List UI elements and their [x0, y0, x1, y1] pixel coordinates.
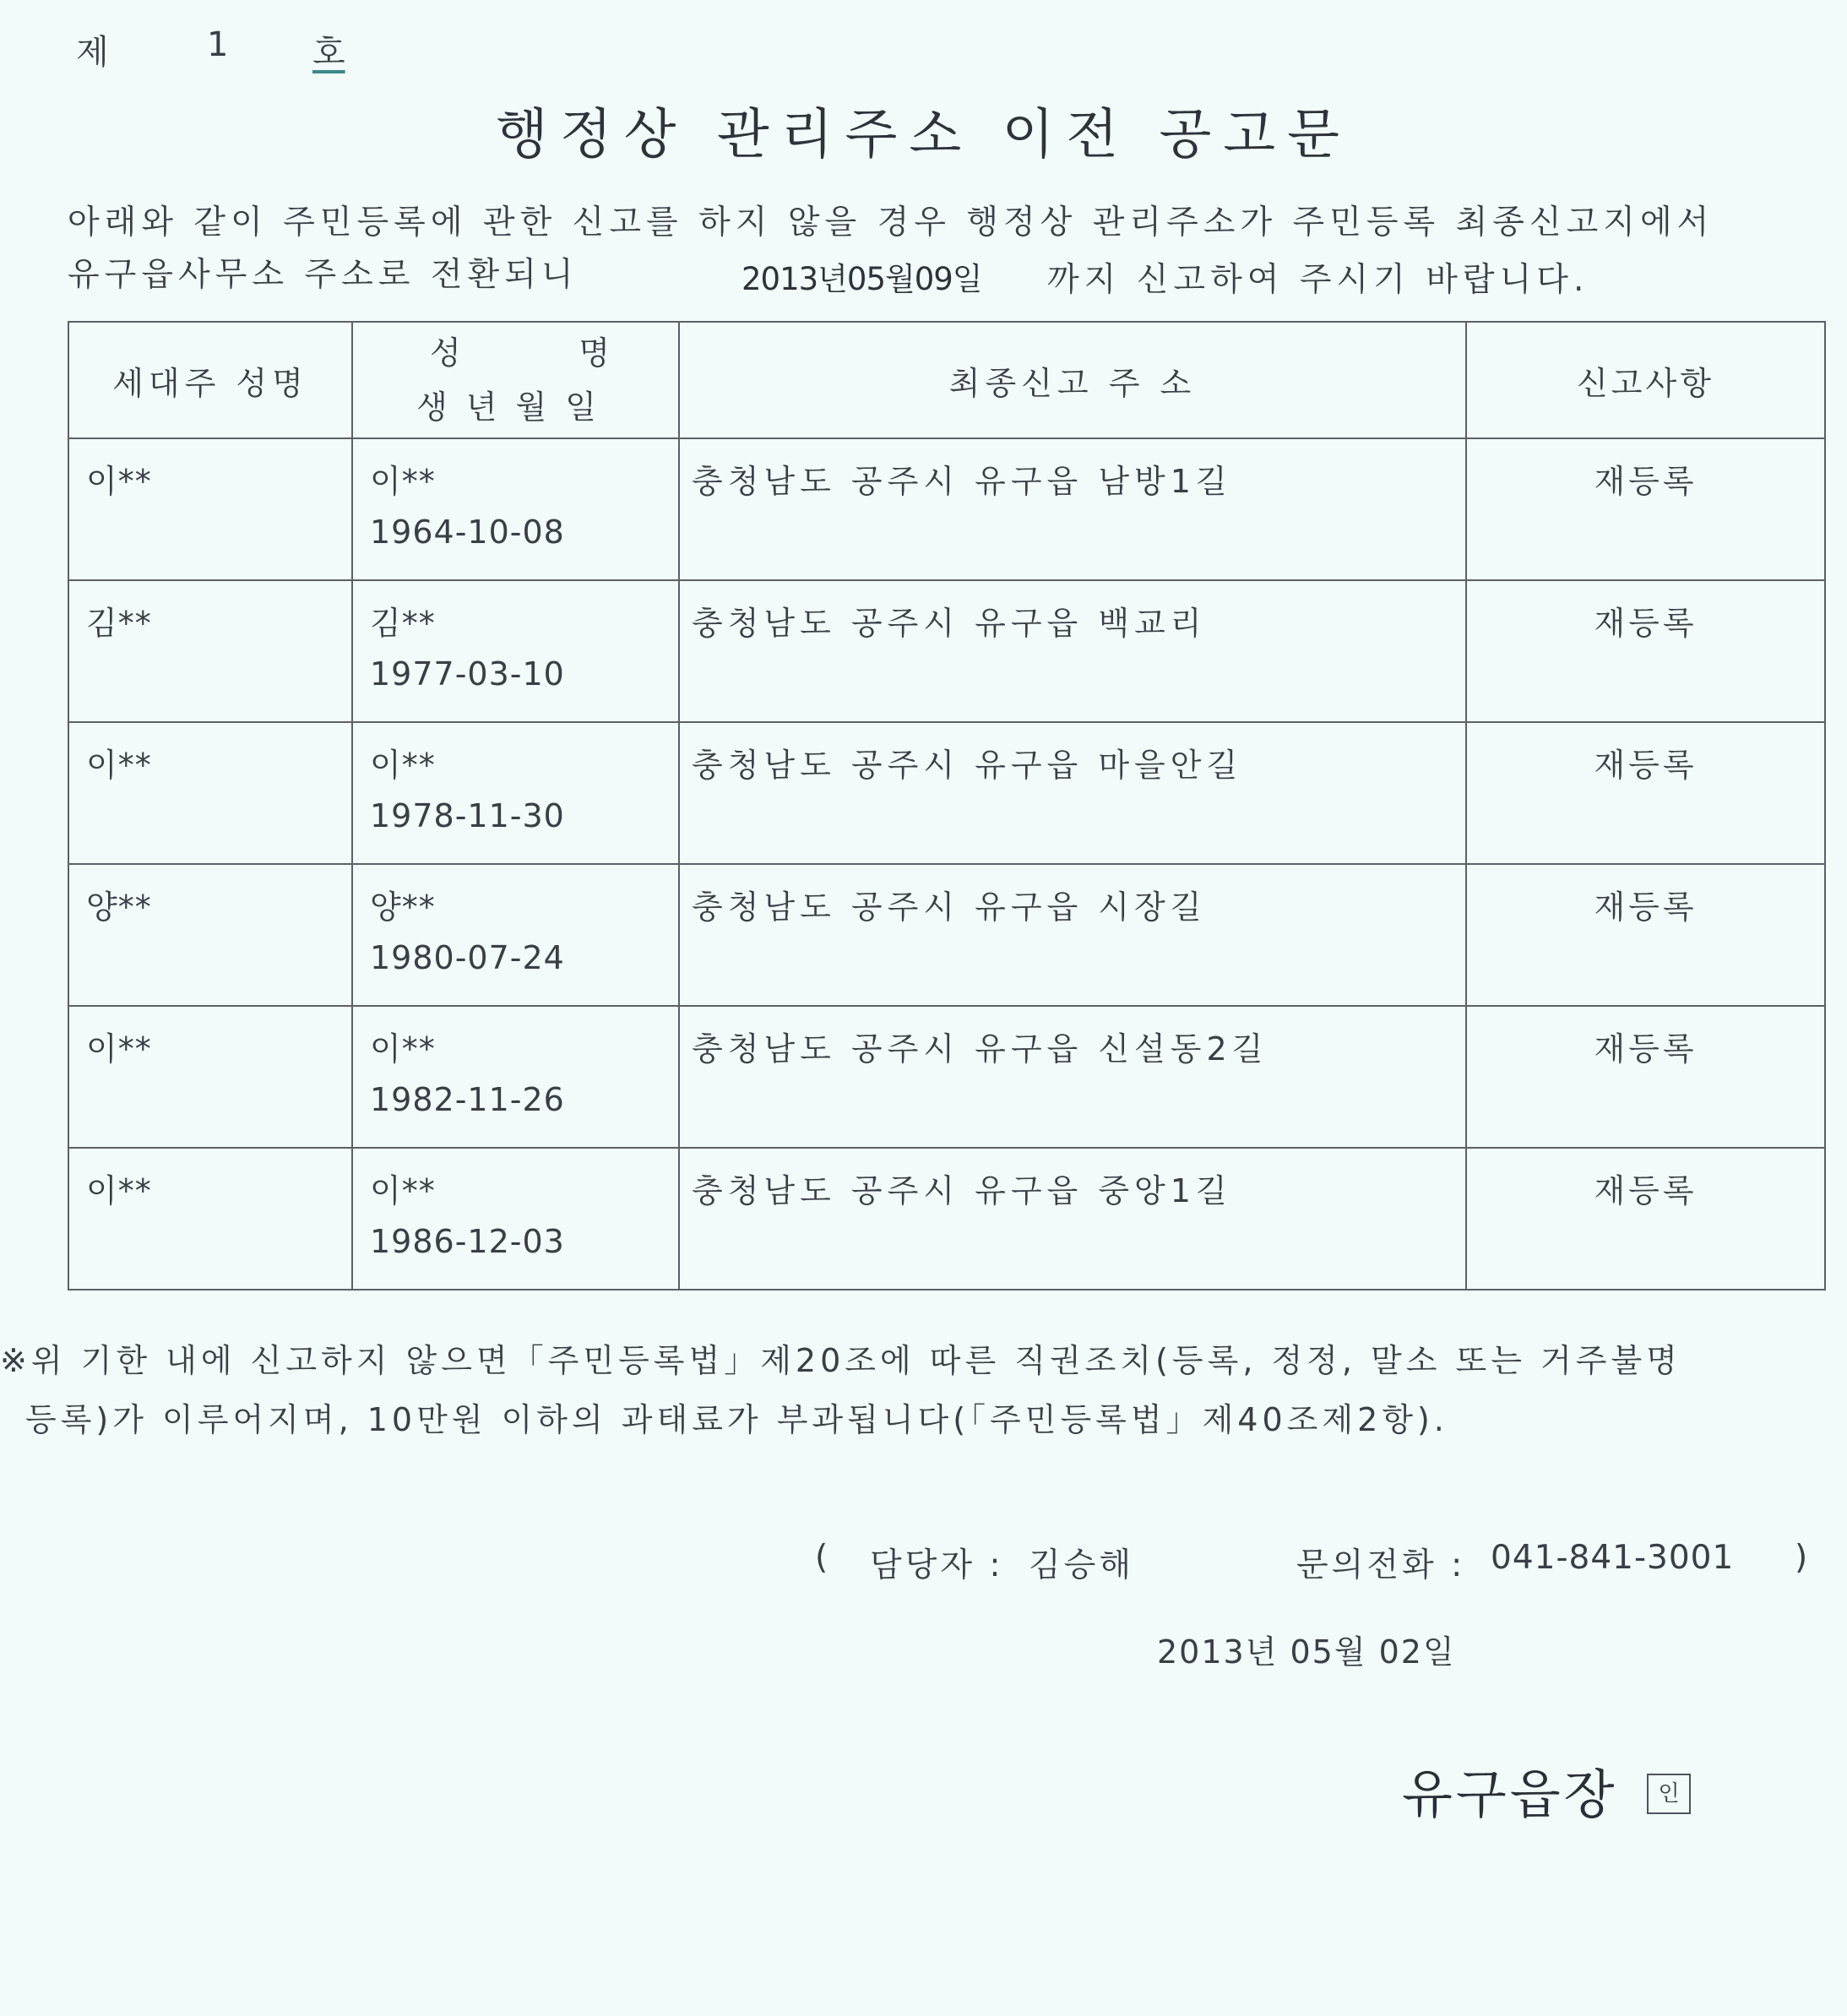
header-name-a: 성: [430, 334, 461, 372]
cell-head: 이**: [68, 438, 352, 580]
cell-report: 재등록: [1466, 580, 1825, 722]
contact-phone-label: 문의전화 :: [1296, 1546, 1466, 1584]
seal-mark: 인: [1647, 1774, 1691, 1814]
cell-birth: 1978-11-30: [370, 797, 565, 834]
table-row: [68, 1148, 1825, 1290]
header-name-birth: [352, 322, 679, 438]
header-report: 신고사항: [1466, 322, 1825, 438]
cell-report: 재등록: [1466, 1148, 1825, 1290]
doc-number-label: 제: [76, 33, 109, 72]
cell-birth: 1980-07-24: [370, 939, 565, 976]
header-address: 최종신고 주 소: [679, 322, 1466, 438]
doc-number-value: 1: [207, 25, 229, 64]
signer-title: 유구읍장: [1402, 1763, 1618, 1825]
contact-phone: 041-841-3001: [1491, 1539, 1735, 1577]
cell-address: 충청남도 공주시 유구읍 남방1길: [679, 438, 1466, 580]
cell-address: 충청남도 공주시 유구읍 시장길: [679, 864, 1466, 1006]
contact-person-label: 담당자 :: [870, 1546, 1004, 1584]
cell-name: 이**: [370, 463, 436, 500]
intro-line-2: 유구읍사무소 주소로 전환되니: [68, 256, 579, 294]
cell-name: 이**: [370, 1172, 436, 1209]
cell-report: 재등록: [1466, 722, 1825, 864]
cell-address: 충청남도 공주시 유구읍 신설동2길: [679, 1006, 1466, 1148]
cell-name-birth: [352, 722, 679, 864]
cell-birth: 1986-12-03: [370, 1223, 565, 1260]
contact-open-paren: (: [815, 1539, 832, 1577]
cell-name: 이**: [370, 1030, 436, 1068]
page-title: 행정상 관리주소 이전 공고문: [496, 104, 1351, 166]
header-head-name: 세대주 성명: [68, 322, 352, 438]
cell-name-birth: [352, 580, 679, 722]
cell-name: 양**: [370, 888, 436, 926]
cell-address: 충청남도 공주시 유구읍 마을안길: [679, 722, 1466, 864]
footnote-line-2: 등록)가 이루어지며, 10만원 이하의 과태료가 부과됩니다(「주민등록법」제40조제2항).: [25, 1401, 1448, 1438]
cell-head: 이**: [68, 1148, 352, 1290]
table-row: [68, 438, 1825, 580]
doc-number-suffix: 호: [312, 33, 345, 72]
notice-date: 2013년 05월 02일: [1157, 1633, 1456, 1671]
cell-birth: 1964-10-08: [370, 514, 565, 551]
cell-birth: 1977-03-10: [370, 655, 565, 693]
contact-person: 김승해: [1029, 1546, 1135, 1584]
cell-report: 재등록: [1466, 1006, 1825, 1148]
table-row: [68, 722, 1825, 864]
table-header-row: [68, 322, 1825, 438]
notice-table: [68, 321, 1826, 1291]
table-row: [68, 1006, 1825, 1148]
cell-address: 충청남도 공주시 유구읍 백교리: [679, 580, 1466, 722]
cell-head: 이**: [68, 722, 352, 864]
cell-report: 재등록: [1466, 864, 1825, 1006]
intro-line-1: 아래와 같이 주민등록에 관한 신고를 하지 않을 경우 행정상 관리주소가 주민등록 최종신고지에서: [68, 204, 1714, 242]
contact-close-paren: ): [1795, 1539, 1812, 1577]
cell-name-birth: [352, 864, 679, 1006]
cell-name-birth: [352, 438, 679, 580]
cell-name-birth: [352, 1006, 679, 1148]
table-row: [68, 864, 1825, 1006]
cell-report: 재등록: [1466, 438, 1825, 580]
cell-name-birth: [352, 1148, 679, 1290]
cell-head: 김**: [68, 580, 352, 722]
cell-name: 김**: [370, 605, 436, 642]
header-name-b: 명: [579, 334, 610, 372]
intro-line-2-end: 까지 신고하여 주시기 바랍니다.: [1047, 261, 1589, 299]
cell-birth: 1982-11-26: [370, 1081, 565, 1118]
cell-head: 양**: [68, 864, 352, 1006]
table-row: [68, 580, 1825, 722]
cell-head: 이**: [68, 1006, 352, 1148]
footnote-line-1: ※위 기한 내에 신고하지 않으면「주민등록법」제20조에 따른 직권조치(등록, 정정, 말소 또는 거주불명: [0, 1342, 1681, 1379]
cell-name: 이**: [370, 747, 436, 784]
header-birth: 생년월일: [416, 389, 615, 426]
cell-address: 충청남도 공주시 유구읍 중앙1길: [679, 1148, 1466, 1290]
deadline-date: 2013년05월09일: [742, 261, 982, 297]
